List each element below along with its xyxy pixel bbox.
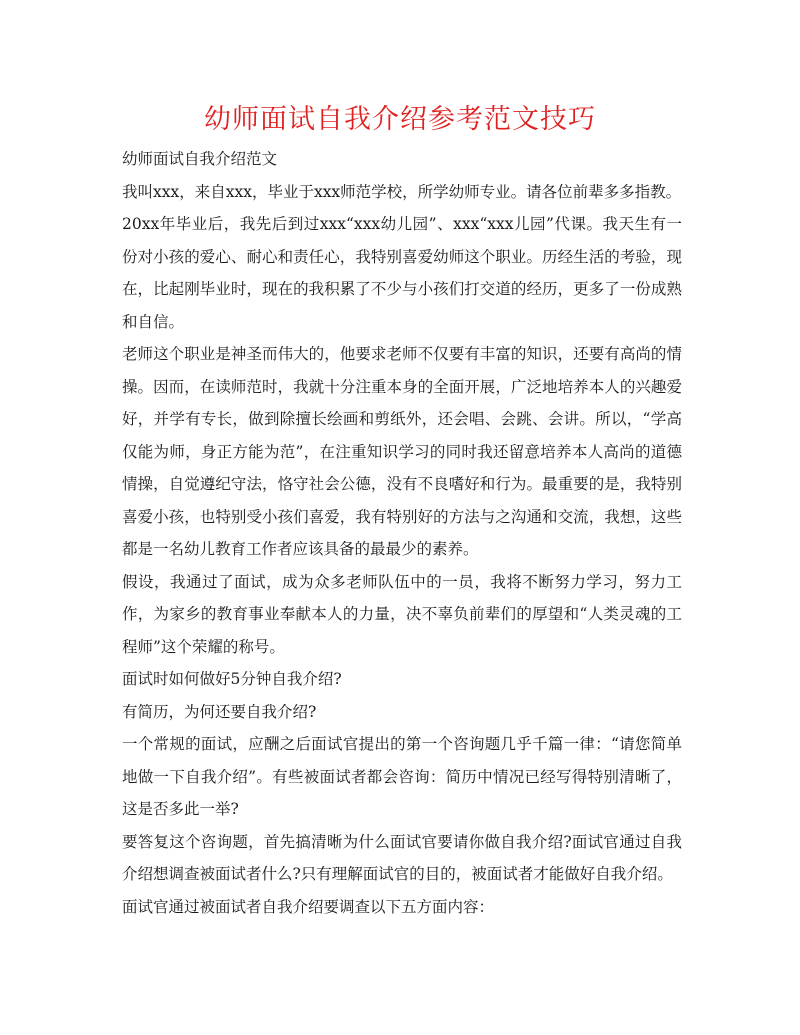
paragraph-five-aspects: 面试官通过被面试者自我介绍要调查以下五方面内容： — [122, 897, 495, 916]
document-body — [122, 143, 682, 923]
paragraph-commitment: 假设，我通过了面试，成为众多老师队伍中的一员，我将不断努力学习，努力工作，为家乡的教育事业奉献本人的力量，决不辜负前辈们的厚望和“人类灵魂的工程师”这个荣耀的称号。 — [122, 572, 682, 656]
paragraph-subtitle: 幼师面试自我介绍范文 — [122, 150, 278, 168]
document-title: 幼师面试自我介绍参考范文技巧 — [204, 104, 596, 135]
paragraph-heading-why: 有简历，为何还要自我介绍? — [122, 702, 317, 721]
paragraph-heading-five-minutes: 面试时如何做好5分钟自我介绍? — [122, 670, 342, 688]
paragraph-routine-interview: 一个常规的面试，应酬之后面试官提出的第一个咨询题几乎千篇一律：“请您简单地做一下自我介绍”。有些被面试者都会咨询：简历中情况已经写得特别清晰了，这是否多此一举? — [122, 735, 682, 818]
paragraph-intro: 我叫xxx，来自xxx，毕业于xxx师范学校，所学幼师专业。请各位前辈多多指教。 — [122, 182, 682, 201]
paragraph-answer: 要答复这个咨询题，首先搞清晰为什么面试官要请你做自我介绍?面试官通过自我介绍想调查被面试者什么?只有理解面试官的目的，被面试者才能做好自我介绍。 — [122, 832, 682, 883]
paragraph-experience: 20xx年毕业后，我先后到过xxx“xxx幼儿园”、xxx“xxx儿园”代课。我天生有一份对小孩的爱心、耐心和责任心，我特别喜爱幼师这个职业。历经生活的考验，现在，比起刚毕业时，现在的我积累了不少与小孩们打交道的经历，更多了一份成熟和自信。 — [122, 215, 682, 331]
paragraph-qualities: 老师这个职业是神圣而伟大的，他要求老师不仅要有丰富的知识，还要有高尚的情操。因而，在读师范时，我就十分注重本身的全面开展，广泛地培养本人的兴趣爱好，并学有专长，做到除擅长绘画和剪纸外，还会唱、会跳、会讲。所以，“学高仅能为师，身正方能为范”，在注重知识学习的同时我还留意培养本人高尚的道德情操，自觉遵纪守法，恪守社会公德，没有不良嗜好和行为。最重要的是，我特别喜爱小孩，也特别受小孩们喜爱，我有特别好的方法与之沟通和交流，我想，这些都是一名幼儿教育工作者应该具备的最最少的素养。 — [122, 345, 682, 558]
